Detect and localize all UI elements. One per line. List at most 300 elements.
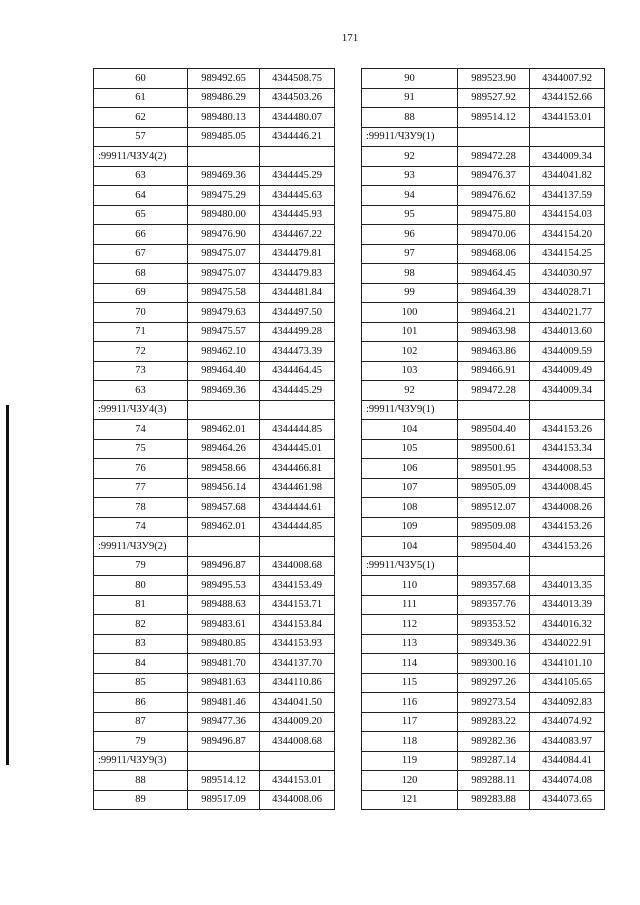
table-row bbox=[94, 361, 335, 381]
table-row bbox=[94, 283, 335, 303]
table-row bbox=[94, 595, 335, 615]
table-row bbox=[94, 634, 335, 654]
y-coordinate-cell: 4344009.59 bbox=[530, 342, 605, 362]
y-coordinate-cell: 4344083.97 bbox=[530, 732, 605, 752]
point-number-cell: 75 bbox=[94, 439, 188, 459]
point-number-cell: 120 bbox=[362, 771, 458, 791]
y-coordinate-cell: 4344497.50 bbox=[260, 303, 335, 323]
point-number-cell: 109 bbox=[362, 517, 458, 537]
y-coordinate-cell: 4344008.06 bbox=[260, 790, 335, 810]
point-number-cell: 96 bbox=[362, 225, 458, 245]
x-coordinate-cell: 989357.76 bbox=[458, 595, 530, 615]
x-coordinate-cell: 989469.36 bbox=[188, 166, 260, 186]
y-coordinate-cell: 4344110.86 bbox=[260, 673, 335, 693]
point-number-cell: 105 bbox=[362, 439, 458, 459]
x-coordinate-cell: 989504.40 bbox=[458, 537, 530, 557]
y-coordinate-cell: 4344481.84 bbox=[260, 283, 335, 303]
x-coordinate-cell: 989488.63 bbox=[188, 595, 260, 615]
table-row bbox=[94, 459, 335, 479]
empty-cell bbox=[188, 751, 260, 771]
section-row bbox=[362, 127, 605, 147]
y-coordinate-cell: 4344467.22 bbox=[260, 225, 335, 245]
x-coordinate-cell: 989509.08 bbox=[458, 517, 530, 537]
y-coordinate-cell: 4344105.65 bbox=[530, 673, 605, 693]
empty-cell bbox=[530, 127, 605, 147]
x-coordinate-cell: 989357.68 bbox=[458, 576, 530, 596]
x-coordinate-cell: 989480.13 bbox=[188, 108, 260, 128]
table-row bbox=[94, 186, 335, 206]
table-row bbox=[362, 361, 605, 381]
x-coordinate-cell: 989481.63 bbox=[188, 673, 260, 693]
y-coordinate-cell: 4344153.71 bbox=[260, 595, 335, 615]
y-coordinate-cell: 4344153.26 bbox=[530, 517, 605, 537]
point-number-cell: 63 bbox=[94, 166, 188, 186]
y-coordinate-cell: 4344021.77 bbox=[530, 303, 605, 323]
empty-cell bbox=[188, 147, 260, 167]
y-coordinate-cell: 4344101.10 bbox=[530, 654, 605, 674]
x-coordinate-cell: 989353.52 bbox=[458, 615, 530, 635]
y-coordinate-cell: 4344008.45 bbox=[530, 478, 605, 498]
y-coordinate-cell: 4344009.49 bbox=[530, 361, 605, 381]
x-coordinate-cell: 989464.21 bbox=[458, 303, 530, 323]
y-coordinate-cell: 4344479.81 bbox=[260, 244, 335, 264]
point-number-cell: 108 bbox=[362, 498, 458, 518]
table-row bbox=[362, 69, 605, 89]
point-number-cell: 87 bbox=[94, 712, 188, 732]
point-number-cell: 104 bbox=[362, 537, 458, 557]
table-row bbox=[362, 537, 605, 557]
table-row bbox=[362, 634, 605, 654]
table-row bbox=[362, 790, 605, 810]
table-row bbox=[362, 225, 605, 245]
point-number-cell: 60 bbox=[94, 69, 188, 89]
x-coordinate-cell: 989470.06 bbox=[458, 225, 530, 245]
table-row bbox=[94, 108, 335, 128]
x-coordinate-cell: 989475.07 bbox=[188, 264, 260, 284]
y-coordinate-cell: 4344153.01 bbox=[260, 771, 335, 791]
x-coordinate-cell: 989512.07 bbox=[458, 498, 530, 518]
table-row bbox=[94, 69, 335, 89]
y-coordinate-cell: 4344153.26 bbox=[530, 537, 605, 557]
y-coordinate-cell: 4344444.85 bbox=[260, 420, 335, 440]
point-number-cell: 83 bbox=[94, 634, 188, 654]
y-coordinate-cell: 4344041.82 bbox=[530, 166, 605, 186]
point-number-cell: 98 bbox=[362, 264, 458, 284]
table-row bbox=[362, 322, 605, 342]
x-coordinate-cell: 989297.26 bbox=[458, 673, 530, 693]
x-coordinate-cell: 989464.39 bbox=[458, 283, 530, 303]
y-coordinate-cell: 4344479.83 bbox=[260, 264, 335, 284]
table-row bbox=[362, 381, 605, 401]
y-coordinate-cell: 4344508.75 bbox=[260, 69, 335, 89]
point-number-cell: 110 bbox=[362, 576, 458, 596]
table-row bbox=[362, 459, 605, 479]
table-row bbox=[94, 556, 335, 576]
y-coordinate-cell: 4344013.39 bbox=[530, 595, 605, 615]
point-number-cell: 66 bbox=[94, 225, 188, 245]
table-row bbox=[94, 88, 335, 108]
table-row bbox=[362, 88, 605, 108]
x-coordinate-cell: 989469.36 bbox=[188, 381, 260, 401]
empty-cell bbox=[530, 556, 605, 576]
table-row bbox=[362, 186, 605, 206]
y-coordinate-cell: 4344446.21 bbox=[260, 127, 335, 147]
y-coordinate-cell: 4344137.59 bbox=[530, 186, 605, 206]
table-row bbox=[94, 615, 335, 635]
point-number-cell: 65 bbox=[94, 205, 188, 225]
point-number-cell: 95 bbox=[362, 205, 458, 225]
x-coordinate-cell: 989462.01 bbox=[188, 517, 260, 537]
y-coordinate-cell: 4344461.98 bbox=[260, 478, 335, 498]
x-coordinate-cell: 989514.12 bbox=[458, 108, 530, 128]
point-number-cell: 99 bbox=[362, 283, 458, 303]
y-coordinate-cell: 4344008.68 bbox=[260, 556, 335, 576]
table-row bbox=[362, 420, 605, 440]
point-number-cell: 115 bbox=[362, 673, 458, 693]
point-number-cell: 118 bbox=[362, 732, 458, 752]
empty-cell bbox=[458, 127, 530, 147]
y-coordinate-cell: 4344154.20 bbox=[530, 225, 605, 245]
table-row bbox=[94, 576, 335, 596]
point-number-cell: 111 bbox=[362, 595, 458, 615]
section-label: :99911/ЧЗУ9(2) bbox=[94, 537, 188, 557]
x-coordinate-cell: 989477.36 bbox=[188, 712, 260, 732]
table-row bbox=[362, 576, 605, 596]
table-row bbox=[362, 517, 605, 537]
point-number-cell: 107 bbox=[362, 478, 458, 498]
table-row bbox=[94, 420, 335, 440]
point-number-cell: 116 bbox=[362, 693, 458, 713]
section-label: :99911/ЧЗУ4(2) bbox=[94, 147, 188, 167]
table-row bbox=[362, 673, 605, 693]
table-row bbox=[362, 283, 605, 303]
x-coordinate-cell: 989475.80 bbox=[458, 205, 530, 225]
x-coordinate-cell: 989466.91 bbox=[458, 361, 530, 381]
left-coordinates-table bbox=[93, 68, 335, 810]
table-row bbox=[94, 732, 335, 752]
y-coordinate-cell: 4344092.83 bbox=[530, 693, 605, 713]
table-row bbox=[94, 166, 335, 186]
point-number-cell: 90 bbox=[362, 69, 458, 89]
x-coordinate-cell: 989476.90 bbox=[188, 225, 260, 245]
y-coordinate-cell: 4344464.45 bbox=[260, 361, 335, 381]
point-number-cell: 119 bbox=[362, 751, 458, 771]
x-coordinate-cell: 989463.98 bbox=[458, 322, 530, 342]
table-row bbox=[362, 264, 605, 284]
x-coordinate-cell: 989472.28 bbox=[458, 381, 530, 401]
section-label: :99911/ЧЗУ5(1) bbox=[362, 556, 458, 576]
table-row bbox=[94, 673, 335, 693]
point-number-cell: 113 bbox=[362, 634, 458, 654]
x-coordinate-cell: 989475.57 bbox=[188, 322, 260, 342]
point-number-cell: 92 bbox=[362, 381, 458, 401]
x-coordinate-cell: 989480.00 bbox=[188, 205, 260, 225]
y-coordinate-cell: 4344445.29 bbox=[260, 381, 335, 401]
x-coordinate-cell: 989475.07 bbox=[188, 244, 260, 264]
table-row bbox=[94, 205, 335, 225]
y-coordinate-cell: 4344074.92 bbox=[530, 712, 605, 732]
section-row bbox=[362, 556, 605, 576]
table-row bbox=[362, 595, 605, 615]
x-coordinate-cell: 989464.45 bbox=[458, 264, 530, 284]
point-number-cell: 94 bbox=[362, 186, 458, 206]
y-coordinate-cell: 4344074.08 bbox=[530, 771, 605, 791]
y-coordinate-cell: 4344153.93 bbox=[260, 634, 335, 654]
x-coordinate-cell: 989468.06 bbox=[458, 244, 530, 264]
table-row bbox=[362, 303, 605, 323]
point-number-cell: 79 bbox=[94, 732, 188, 752]
point-number-cell: 81 bbox=[94, 595, 188, 615]
x-coordinate-cell: 989500.61 bbox=[458, 439, 530, 459]
x-coordinate-cell: 989496.87 bbox=[188, 556, 260, 576]
table-row bbox=[362, 654, 605, 674]
point-number-cell: 104 bbox=[362, 420, 458, 440]
x-coordinate-cell: 989479.63 bbox=[188, 303, 260, 323]
table-row bbox=[94, 439, 335, 459]
point-number-cell: 102 bbox=[362, 342, 458, 362]
table-row bbox=[94, 712, 335, 732]
table-row bbox=[362, 244, 605, 264]
table-row bbox=[362, 693, 605, 713]
y-coordinate-cell: 4344466.81 bbox=[260, 459, 335, 479]
x-coordinate-cell: 989300.16 bbox=[458, 654, 530, 674]
x-coordinate-cell: 989462.01 bbox=[188, 420, 260, 440]
table-row bbox=[94, 478, 335, 498]
point-number-cell: 88 bbox=[94, 771, 188, 791]
y-coordinate-cell: 4344008.53 bbox=[530, 459, 605, 479]
right-coordinates-table bbox=[361, 68, 605, 810]
empty-cell bbox=[188, 537, 260, 557]
y-coordinate-cell: 4344030.97 bbox=[530, 264, 605, 284]
x-coordinate-cell: 989457.68 bbox=[188, 498, 260, 518]
x-coordinate-cell: 989283.88 bbox=[458, 790, 530, 810]
empty-cell bbox=[260, 751, 335, 771]
x-coordinate-cell: 989475.29 bbox=[188, 186, 260, 206]
table-row bbox=[94, 322, 335, 342]
point-number-cell: 92 bbox=[362, 147, 458, 167]
x-coordinate-cell: 989480.85 bbox=[188, 634, 260, 654]
table-row bbox=[94, 264, 335, 284]
x-coordinate-cell: 989501.95 bbox=[458, 459, 530, 479]
y-coordinate-cell: 4344153.34 bbox=[530, 439, 605, 459]
section-label: :99911/ЧЗУ9(1) bbox=[362, 400, 458, 420]
point-number-cell: 85 bbox=[94, 673, 188, 693]
point-number-cell: 84 bbox=[94, 654, 188, 674]
x-coordinate-cell: 989464.26 bbox=[188, 439, 260, 459]
table-row bbox=[362, 342, 605, 362]
x-coordinate-cell: 989483.61 bbox=[188, 615, 260, 635]
table-row bbox=[362, 147, 605, 167]
point-number-cell: 86 bbox=[94, 693, 188, 713]
point-number-cell: 62 bbox=[94, 108, 188, 128]
point-number-cell: 100 bbox=[362, 303, 458, 323]
point-number-cell: 73 bbox=[94, 361, 188, 381]
y-coordinate-cell: 4344041.50 bbox=[260, 693, 335, 713]
x-coordinate-cell: 989458.66 bbox=[188, 459, 260, 479]
y-coordinate-cell: 4344153.26 bbox=[530, 420, 605, 440]
x-coordinate-cell: 989485.05 bbox=[188, 127, 260, 147]
y-coordinate-cell: 4344499.28 bbox=[260, 322, 335, 342]
table-row bbox=[362, 712, 605, 732]
y-coordinate-cell: 4344007.92 bbox=[530, 69, 605, 89]
y-coordinate-cell: 4344503.26 bbox=[260, 88, 335, 108]
y-coordinate-cell: 4344013.35 bbox=[530, 576, 605, 596]
section-label: :99911/ЧЗУ4(3) bbox=[94, 400, 188, 420]
point-number-cell: 79 bbox=[94, 556, 188, 576]
x-coordinate-cell: 989504.40 bbox=[458, 420, 530, 440]
table-row bbox=[94, 381, 335, 401]
point-number-cell: 103 bbox=[362, 361, 458, 381]
section-row bbox=[362, 400, 605, 420]
empty-cell bbox=[188, 400, 260, 420]
y-coordinate-cell: 4344445.29 bbox=[260, 166, 335, 186]
point-number-cell: 101 bbox=[362, 322, 458, 342]
x-coordinate-cell: 989496.87 bbox=[188, 732, 260, 752]
table-row bbox=[94, 498, 335, 518]
x-coordinate-cell: 989464.40 bbox=[188, 361, 260, 381]
y-coordinate-cell: 4344153.84 bbox=[260, 615, 335, 635]
point-number-cell: 68 bbox=[94, 264, 188, 284]
table-row bbox=[362, 732, 605, 752]
y-coordinate-cell: 4344445.93 bbox=[260, 205, 335, 225]
table-row bbox=[94, 654, 335, 674]
y-coordinate-cell: 4344022.91 bbox=[530, 634, 605, 654]
point-number-cell: 114 bbox=[362, 654, 458, 674]
point-number-cell: 70 bbox=[94, 303, 188, 323]
page-number: 171 bbox=[341, 32, 359, 44]
empty-cell bbox=[260, 400, 335, 420]
y-coordinate-cell: 4344073.65 bbox=[530, 790, 605, 810]
x-coordinate-cell: 989273.54 bbox=[458, 693, 530, 713]
point-number-cell: 121 bbox=[362, 790, 458, 810]
table-row bbox=[362, 205, 605, 225]
x-coordinate-cell: 989495.53 bbox=[188, 576, 260, 596]
x-coordinate-cell: 989463.86 bbox=[458, 342, 530, 362]
x-coordinate-cell: 989517.09 bbox=[188, 790, 260, 810]
x-coordinate-cell: 989481.46 bbox=[188, 693, 260, 713]
section-row bbox=[94, 751, 335, 771]
table-row bbox=[94, 342, 335, 362]
x-coordinate-cell: 989492.65 bbox=[188, 69, 260, 89]
y-coordinate-cell: 4344008.68 bbox=[260, 732, 335, 752]
table-row bbox=[362, 478, 605, 498]
x-coordinate-cell: 989283.22 bbox=[458, 712, 530, 732]
point-number-cell: 61 bbox=[94, 88, 188, 108]
y-coordinate-cell: 4344137.70 bbox=[260, 654, 335, 674]
x-coordinate-cell: 989486.29 bbox=[188, 88, 260, 108]
x-coordinate-cell: 989475.58 bbox=[188, 283, 260, 303]
table-row bbox=[362, 751, 605, 771]
y-coordinate-cell: 4344009.20 bbox=[260, 712, 335, 732]
y-coordinate-cell: 4344153.01 bbox=[530, 108, 605, 128]
x-coordinate-cell: 989514.12 bbox=[188, 771, 260, 791]
section-row bbox=[94, 537, 335, 557]
y-coordinate-cell: 4344473.39 bbox=[260, 342, 335, 362]
x-coordinate-cell: 989288.11 bbox=[458, 771, 530, 791]
section-label: :99911/ЧЗУ9(3) bbox=[94, 751, 188, 771]
table-row bbox=[94, 127, 335, 147]
y-coordinate-cell: 4344152.66 bbox=[530, 88, 605, 108]
point-number-cell: 77 bbox=[94, 478, 188, 498]
table-row bbox=[94, 303, 335, 323]
point-number-cell: 71 bbox=[94, 322, 188, 342]
point-number-cell: 63 bbox=[94, 381, 188, 401]
table-row bbox=[362, 108, 605, 128]
y-coordinate-cell: 4344445.01 bbox=[260, 439, 335, 459]
x-coordinate-cell: 989527.92 bbox=[458, 88, 530, 108]
point-number-cell: 74 bbox=[94, 420, 188, 440]
x-coordinate-cell: 989472.28 bbox=[458, 147, 530, 167]
y-coordinate-cell: 4344028.71 bbox=[530, 283, 605, 303]
table-row bbox=[94, 244, 335, 264]
empty-cell bbox=[458, 400, 530, 420]
y-coordinate-cell: 4344444.85 bbox=[260, 517, 335, 537]
x-coordinate-cell: 989505.09 bbox=[458, 478, 530, 498]
point-number-cell: 106 bbox=[362, 459, 458, 479]
x-coordinate-cell: 989456.14 bbox=[188, 478, 260, 498]
point-number-cell: 91 bbox=[362, 88, 458, 108]
section-row bbox=[94, 147, 335, 167]
margin-bar bbox=[6, 405, 9, 765]
y-coordinate-cell: 4344153.49 bbox=[260, 576, 335, 596]
y-coordinate-cell: 4344444.61 bbox=[260, 498, 335, 518]
point-number-cell: 89 bbox=[94, 790, 188, 810]
x-coordinate-cell: 989282.36 bbox=[458, 732, 530, 752]
point-number-cell: 82 bbox=[94, 615, 188, 635]
empty-cell bbox=[458, 556, 530, 576]
point-number-cell: 76 bbox=[94, 459, 188, 479]
x-coordinate-cell: 989523.90 bbox=[458, 69, 530, 89]
point-number-cell: 97 bbox=[362, 244, 458, 264]
section-row bbox=[94, 400, 335, 420]
x-coordinate-cell: 989287.14 bbox=[458, 751, 530, 771]
point-number-cell: 64 bbox=[94, 186, 188, 206]
y-coordinate-cell: 4344009.34 bbox=[530, 147, 605, 167]
table-row bbox=[94, 517, 335, 537]
point-number-cell: 57 bbox=[94, 127, 188, 147]
table-row bbox=[362, 615, 605, 635]
section-label: :99911/ЧЗУ9(1) bbox=[362, 127, 458, 147]
empty-cell bbox=[260, 537, 335, 557]
y-coordinate-cell: 4344009.34 bbox=[530, 381, 605, 401]
x-coordinate-cell: 989462.10 bbox=[188, 342, 260, 362]
empty-cell bbox=[260, 147, 335, 167]
point-number-cell: 78 bbox=[94, 498, 188, 518]
table-row bbox=[94, 790, 335, 810]
empty-cell bbox=[530, 400, 605, 420]
point-number-cell: 80 bbox=[94, 576, 188, 596]
table-row bbox=[362, 498, 605, 518]
x-coordinate-cell: 989476.62 bbox=[458, 186, 530, 206]
table-row bbox=[94, 771, 335, 791]
point-number-cell: 88 bbox=[362, 108, 458, 128]
y-coordinate-cell: 4344445.63 bbox=[260, 186, 335, 206]
table-row bbox=[94, 225, 335, 245]
x-coordinate-cell: 989476.37 bbox=[458, 166, 530, 186]
point-number-cell: 117 bbox=[362, 712, 458, 732]
y-coordinate-cell: 4344084.41 bbox=[530, 751, 605, 771]
table-row bbox=[94, 693, 335, 713]
point-number-cell: 112 bbox=[362, 615, 458, 635]
point-number-cell: 67 bbox=[94, 244, 188, 264]
point-number-cell: 93 bbox=[362, 166, 458, 186]
x-coordinate-cell: 989481.70 bbox=[188, 654, 260, 674]
point-number-cell: 69 bbox=[94, 283, 188, 303]
y-coordinate-cell: 4344016.32 bbox=[530, 615, 605, 635]
x-coordinate-cell: 989349.36 bbox=[458, 634, 530, 654]
y-coordinate-cell: 4344154.03 bbox=[530, 205, 605, 225]
point-number-cell: 74 bbox=[94, 517, 188, 537]
